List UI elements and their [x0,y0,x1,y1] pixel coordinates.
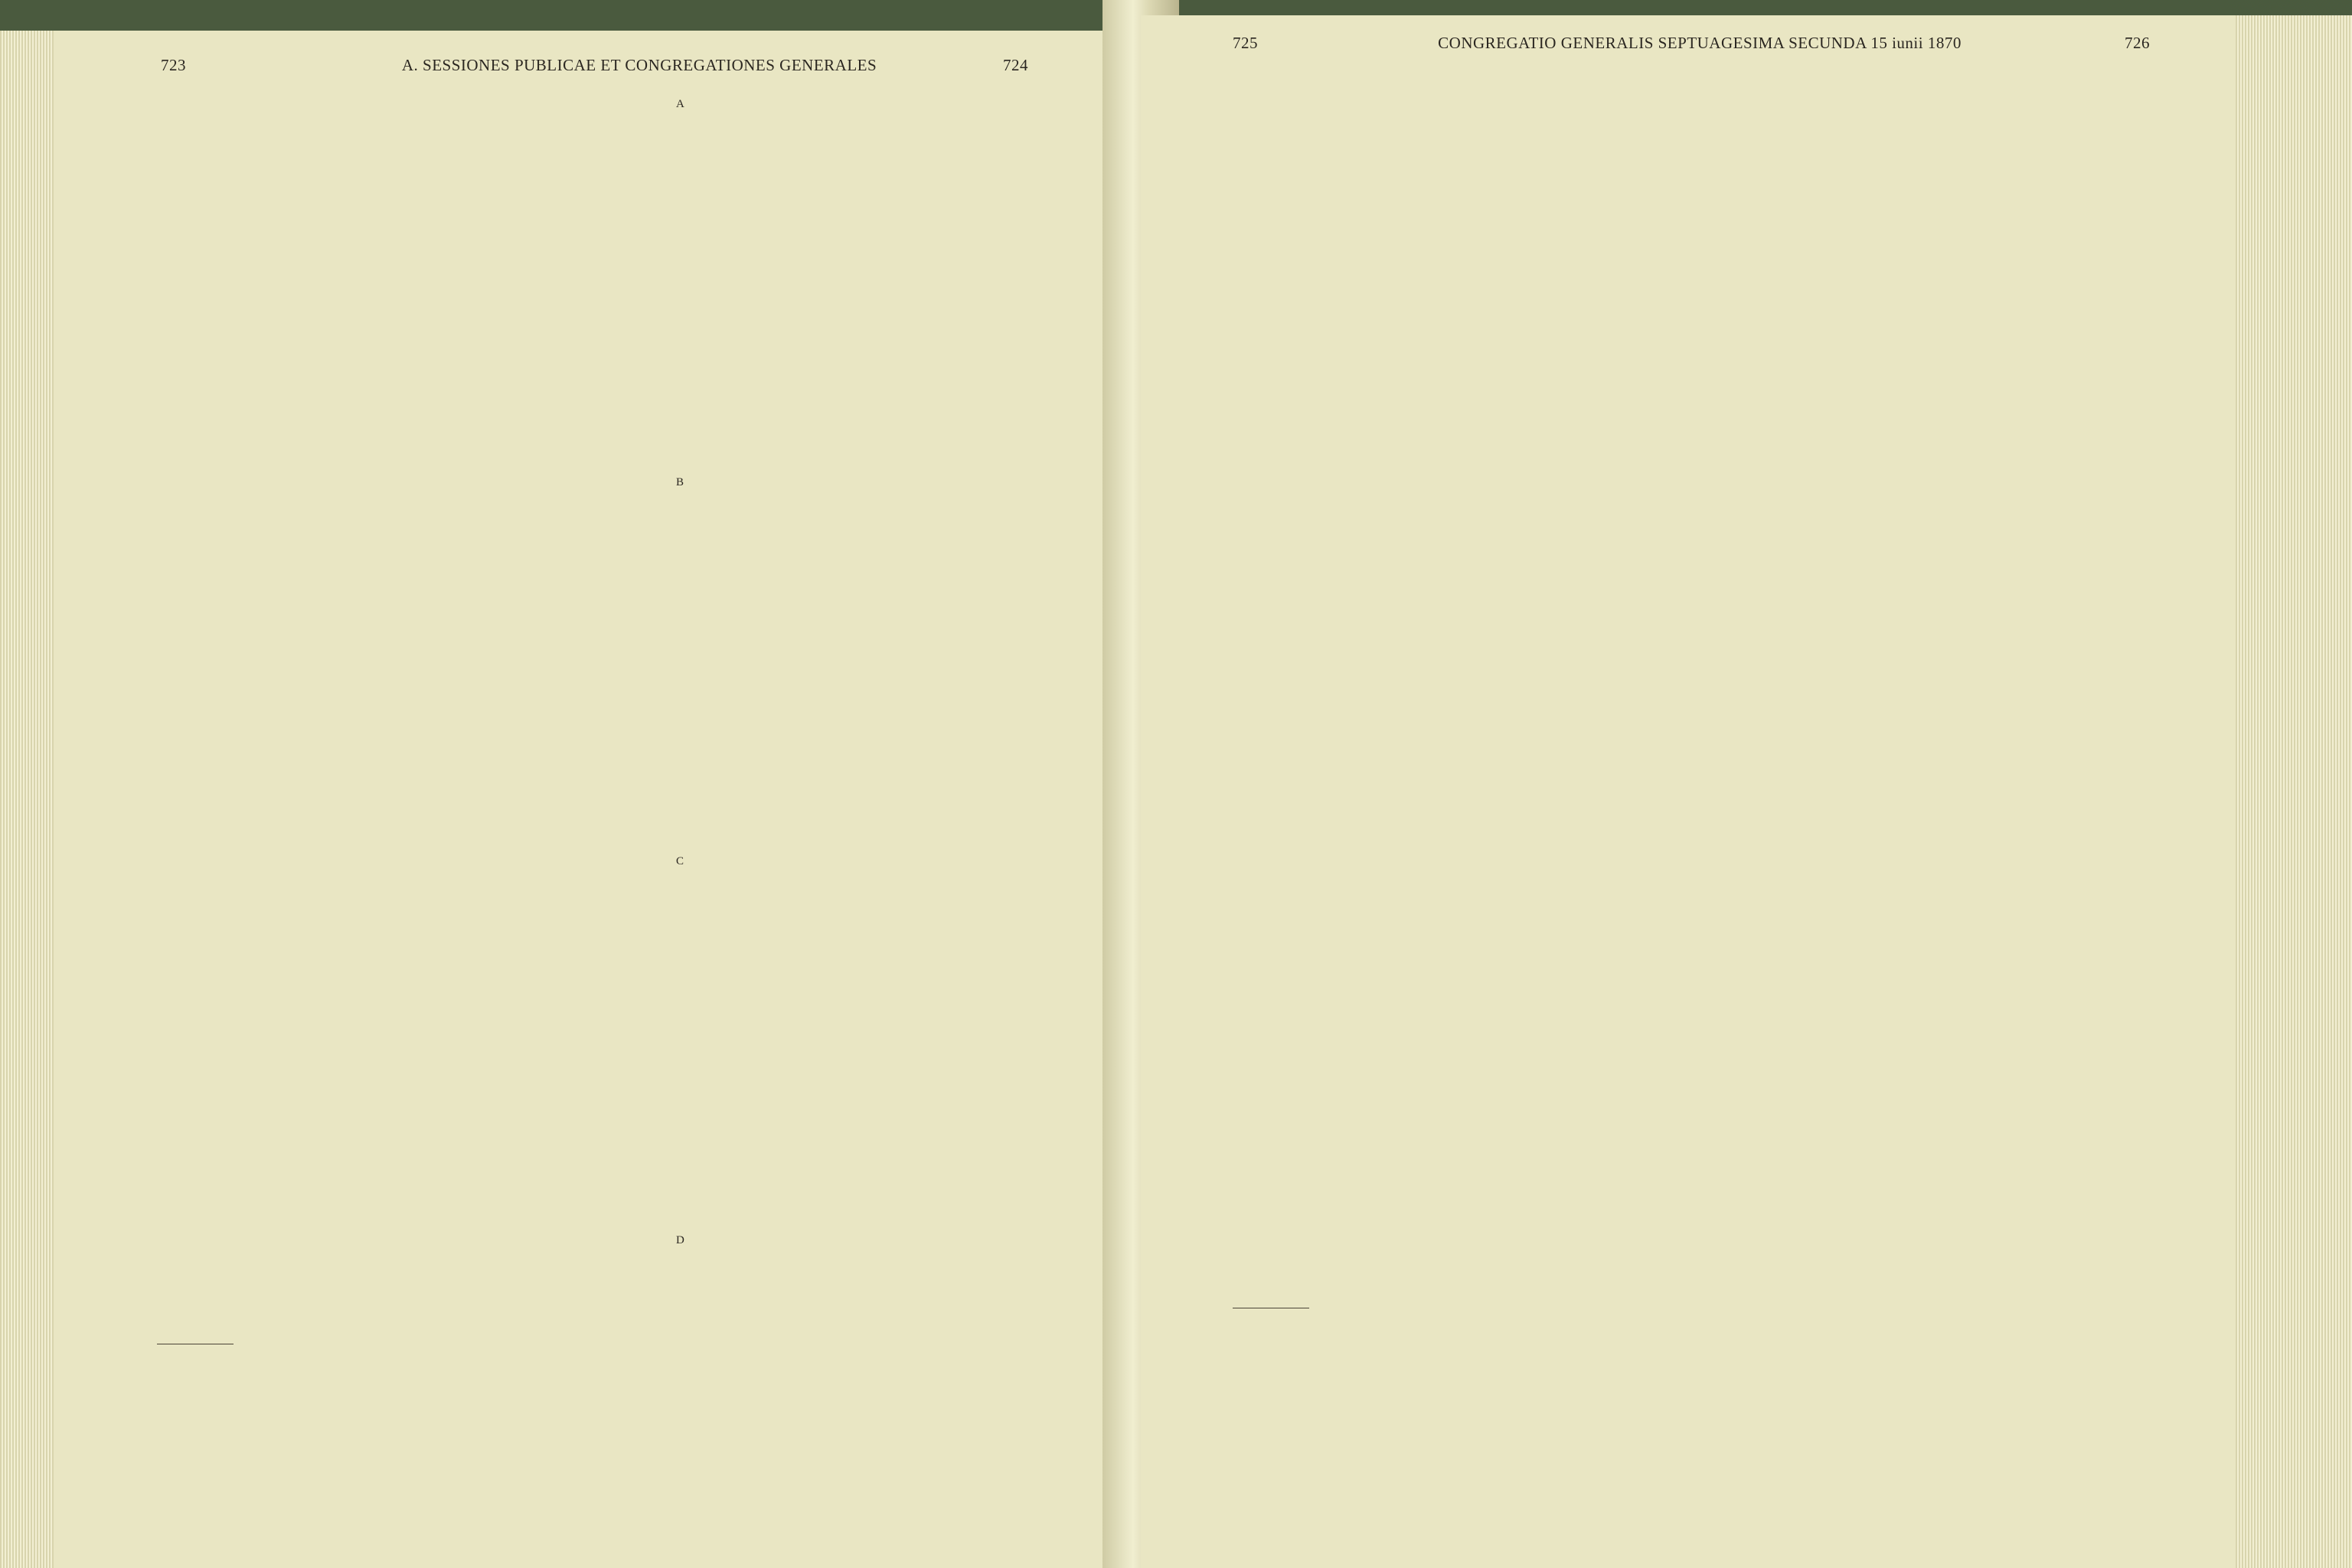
right-page-number-726: 726 [2125,34,2150,52]
right-running-head: CONGREGATIO GENERALIS SEPTUAGESIMA SECUNDA 15 iunii 1870 [1438,34,1962,52]
left-page [54,31,1141,1568]
page-edges-left [0,31,61,1568]
margin-marker-c: C [676,855,684,867]
margin-marker-b: B [676,476,684,488]
page-edges-right [2236,15,2352,1568]
right-page [1141,15,2243,1568]
left-running-head: A. SESSIONES PUBLICAE ET CONGREGATIONES GENERALES [401,56,877,74]
left-page-number-724: 724 [1003,56,1028,74]
left-page-number-723: 723 [161,56,186,74]
margin-marker-d: D [676,1234,684,1246]
margin-marker-a: A [676,98,684,110]
right-page-number-725: 725 [1233,34,1258,52]
